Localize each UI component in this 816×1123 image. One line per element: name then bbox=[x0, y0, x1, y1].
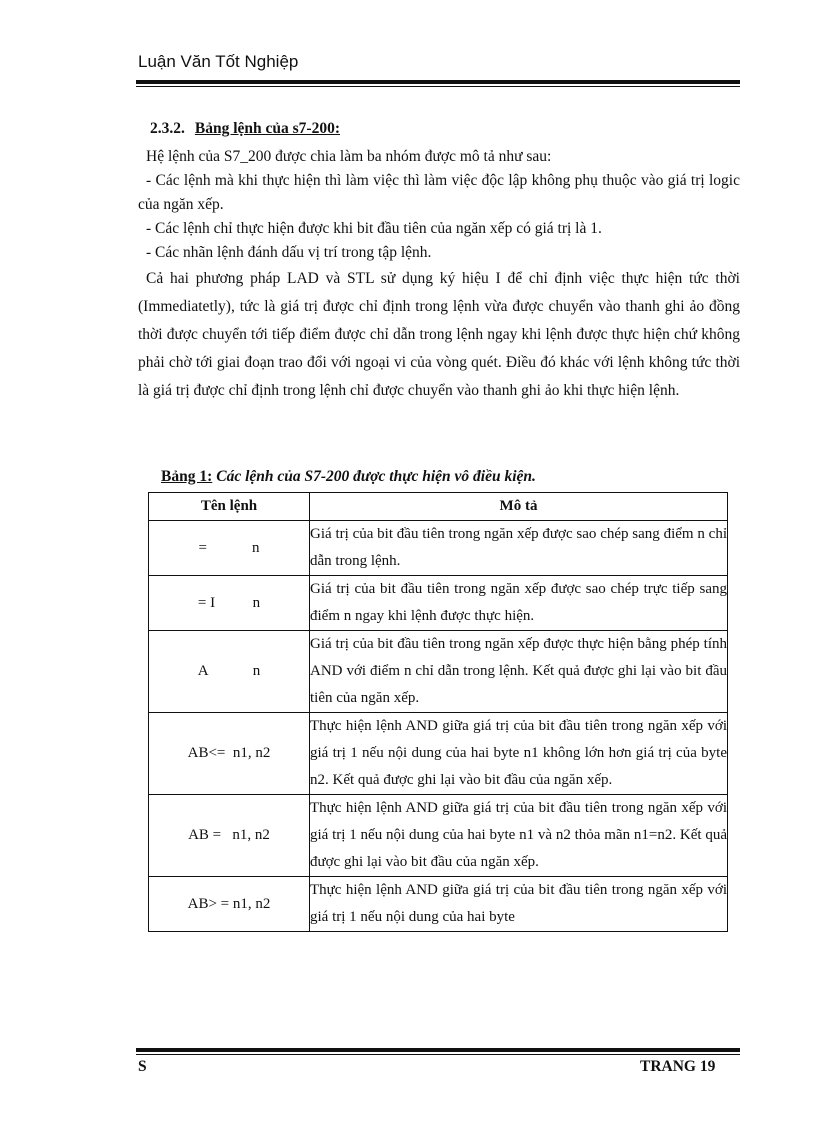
header-rule-thin bbox=[136, 86, 740, 87]
table-row bbox=[149, 521, 728, 576]
table-row bbox=[149, 713, 728, 795]
command-table bbox=[148, 492, 728, 932]
table-caption-label: Bảng 1: bbox=[161, 468, 213, 485]
command-description: Giá trị của bit đầu tiên trong ngăn xếp được sao chép trực tiếp sang điểm n ngay khi lệnh được thực hiện. bbox=[310, 576, 728, 631]
table-row bbox=[149, 795, 728, 877]
command-description: Giá trị của bit đầu tiên trong ngăn xếp được thực hiện bằng phép tính AND với điểm n chỉ dẫn trong lệnh. Kết quả được ghi lại vào bit đầu tiên của ngăn xếp. bbox=[310, 631, 728, 713]
section-heading bbox=[150, 120, 340, 138]
paragraph: Hệ lệnh của S7_200 được chia làm ba nhóm được mô tả như sau: bbox=[146, 148, 552, 165]
column-header-name: Tên lệnh bbox=[149, 493, 310, 521]
footer-rule-thick bbox=[136, 1048, 740, 1052]
section-title: Bảng lệnh của s7-200: bbox=[194, 120, 340, 137]
section-number: 2.3.2. bbox=[150, 120, 185, 137]
command-description: Giá trị của bit đầu tiên trong ngăn xếp được sao chép sang điểm n chỉ dẫn trong lệnh. bbox=[310, 521, 728, 576]
command-name: = I n bbox=[149, 576, 310, 631]
table-row bbox=[149, 631, 728, 713]
table-row bbox=[149, 576, 728, 631]
page-number: TRANG 19 bbox=[640, 1058, 716, 1075]
body-text bbox=[138, 145, 740, 405]
paragraph: - Các lệnh mà khi thực hiện thì làm việc thì làm việc độc lập không phụ thuộc vào giá trị logic của ngăn xếp. bbox=[138, 172, 740, 213]
command-name: AB> = n1, n2 bbox=[149, 877, 310, 932]
command-description: Thực hiện lệnh AND giữa giá trị của bit đầu tiên trong ngăn xếp với giá trị 1 nếu nội dung của hai byte bbox=[310, 877, 728, 932]
command-name: AB<= n1, n2 bbox=[149, 713, 310, 795]
command-name: AB = n1, n2 bbox=[149, 795, 310, 877]
command-name: = n bbox=[149, 521, 310, 576]
table-header-row bbox=[149, 493, 728, 521]
running-header-title: Luận Văn Tốt Nghiệp bbox=[138, 52, 299, 71]
footer-rule-thin bbox=[136, 1054, 740, 1055]
footer-left-text: S bbox=[138, 1058, 147, 1075]
header-rule-thick bbox=[136, 80, 740, 84]
paragraph: - Các lệnh chỉ thực hiện được khi bit đầu tiên của ngăn xếp có giá trị là 1. bbox=[146, 220, 602, 237]
command-name: A n bbox=[149, 631, 310, 713]
column-header-description: Mô tả bbox=[310, 493, 728, 521]
paragraph: Cả hai phương pháp LAD và STL sử dụng ký hiệu I để chỉ định việc thực hiện tức thời (Immediatetly), tức là giá trị được chỉ định trong lệnh vừa được chuyển vào thanh ghi ảo đồng thời được chuyển tới tiếp điểm được chỉ dẫn trong lệnh ngay khi lệnh được thực hiện chứ không phải chờ tới giai đoạn trao đổi với ngoại vi của vòng quét. Điều đó khác với lệnh không tức thời là giá trị được chỉ định trong lệnh chỉ được chuyển vào thanh ghi ảo khi thực hiện lệnh. bbox=[138, 270, 740, 399]
command-description: Thực hiện lệnh AND giữa giá trị của bit đầu tiên trong ngăn xếp với giá trị 1 nếu nội dung của hai byte n1 không lớn hơn giá trị của byte n2. Kết quả được ghi lại vào bit đầu của ngăn xếp. bbox=[310, 713, 728, 795]
table-caption bbox=[161, 468, 536, 486]
table-row bbox=[149, 877, 728, 932]
table-caption-text: Các lệnh của S7-200 được thực hiện vô điều kiện. bbox=[216, 468, 536, 485]
command-description: Thực hiện lệnh AND giữa giá trị của bit đầu tiên trong ngăn xếp với giá trị 1 nếu nội dung của hai byte n1 và n2 thỏa mãn n1=n2. Kết quả được ghi lại vào bit đầu của ngăn xếp. bbox=[310, 795, 728, 877]
paragraph: - Các nhãn lệnh đánh dấu vị trí trong tập lệnh. bbox=[146, 244, 432, 261]
